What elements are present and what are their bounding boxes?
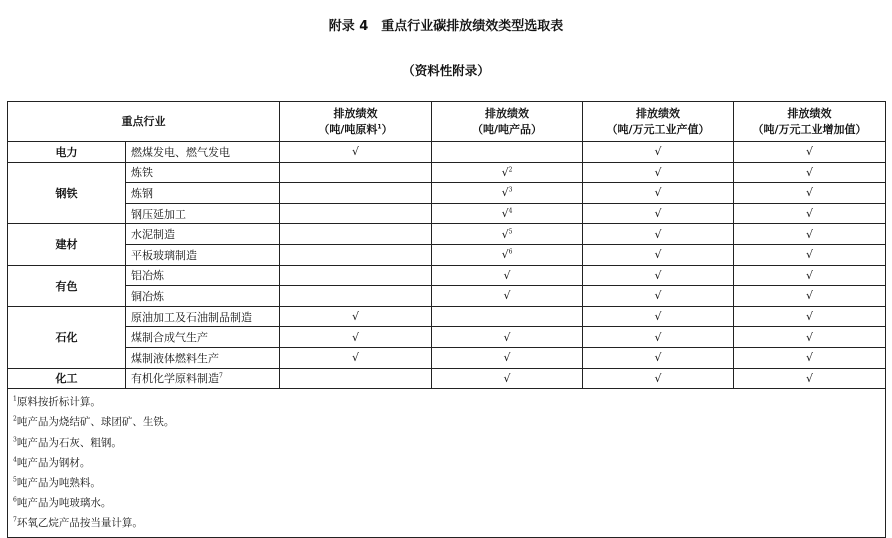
check-mark: √ [654,248,662,262]
table-row [8,244,886,265]
check-cell [583,244,734,265]
check-mark: √ [654,165,662,179]
check-mark: √ [654,145,662,159]
industry-category: 化工 [8,368,126,389]
check-mark: √ [503,268,511,282]
footnote-ref: 1 [377,122,382,130]
header-col3-line1: 排放绩效 [636,106,680,120]
check-cell [734,162,886,183]
header-col2-line2: （吨/吨产品） [471,122,543,136]
sub-industry [126,286,280,307]
sub-industry [126,162,280,183]
footnote-text: 环氧乙烷产品按当量计算。 [16,517,143,530]
check-cell [583,162,734,183]
table-row [8,306,886,327]
footnote-number: 3 [13,436,17,443]
check-mark: √ [805,207,813,221]
check-cell [280,244,432,265]
check-cell [280,368,432,389]
check-mark: √ [503,289,511,303]
check-cell [280,265,432,286]
footnote-ref: 2 [508,166,513,174]
check-cell [432,327,583,348]
appendix-title: 附录 4 重点行业碳排放绩效类型选取表 [328,19,564,34]
check-cell [432,306,583,327]
check-cell [280,306,432,327]
footnote-item [13,493,885,513]
footnote-number: 4 [13,456,17,464]
footnote-text: 原料按折标计算。 [16,396,101,409]
industry-category: 有色 [8,265,126,306]
header-col-raw-material [280,102,432,142]
table-row [8,203,886,224]
header-industry: 重点行业 [8,102,280,142]
check-cell [280,347,432,368]
check-mark: √ [501,165,509,179]
check-cell [734,265,886,286]
table-body [8,142,886,389]
check-cell [583,327,734,348]
sub-industry-label: 铝冶炼 [131,269,164,283]
check-cell [734,327,886,348]
sub-industry-label: 水泥制造 [131,228,175,242]
check-mark: √ [805,330,813,344]
footnote-ref: 7 [219,372,223,380]
table-row [8,162,886,183]
sub-industry-label: 炼铁 [131,166,153,180]
footnote-ref: 5 [508,228,513,236]
sub-industry [126,327,280,348]
table-row [8,265,886,286]
header-col-product [432,102,583,142]
check-cell [583,368,734,389]
check-mark: √ [501,248,509,262]
check-cell [734,306,886,327]
header-col4-line2: （吨/万元工业增加值） [752,122,867,136]
check-cell [583,203,734,224]
check-cell [734,347,886,368]
footnote-item [13,453,885,473]
header-col-output-value [583,102,734,142]
header-col-value-added [734,102,886,142]
sub-industry [126,306,280,327]
footnote-text: 吨产品为吨玻璃水。 [16,497,112,510]
check-mark: √ [351,310,359,324]
check-mark: √ [654,351,662,365]
sub-industry [126,347,280,368]
check-mark: √ [805,289,813,303]
sub-industry-label: 铜冶炼 [131,289,164,303]
check-cell [734,224,886,245]
check-mark: √ [654,330,662,344]
check-cell [583,347,734,368]
check-cell [432,265,583,286]
check-mark: √ [501,227,509,241]
check-mark: √ [654,310,662,324]
header-col1-line1: 排放绩效 [333,106,378,120]
footnote-text: 吨产品为吨熟料。 [16,476,101,489]
check-cell [432,244,583,265]
check-mark: √ [805,371,813,385]
sub-industry [126,244,280,265]
check-mark: √ [503,371,511,385]
carbon-performance-table [7,101,886,538]
check-cell [280,203,432,224]
check-mark: √ [805,268,813,282]
sub-industry [126,224,280,245]
header-col3-line2: （吨/万元工业产值） [606,122,710,136]
sub-industry [126,265,280,286]
header-col1-line2: （吨/吨原料$^1$） [318,122,393,136]
footnote-text: 吨产品为石灰、粗钢。 [16,436,122,449]
footnote-number: 2 [13,415,17,423]
header-col2-line1: 排放绩效 [485,106,529,120]
table-row [8,347,886,368]
footnote-ref: 3 [508,186,513,194]
check-cell [583,183,734,204]
check-mark: √ [351,351,359,365]
industry-category: 钢铁 [8,162,126,224]
table-header-row [8,102,886,142]
check-mark: √ [501,186,509,200]
sub-industry [126,142,280,163]
check-cell [734,244,886,265]
notes-row [8,389,886,538]
check-mark: √ [805,227,813,241]
check-cell [280,327,432,348]
sub-industry [126,203,280,224]
footnote-item [13,513,885,533]
sub-industry-label: 钢压延加工 [131,207,186,221]
check-cell [280,224,432,245]
sub-industry-label: 原油加工及石油制品制造 [131,310,252,324]
check-mark: √ [351,330,359,344]
check-cell [432,203,583,224]
check-mark: √ [654,289,662,303]
check-mark: √ [654,207,662,221]
table-row [8,183,886,204]
table-row [8,286,886,307]
footnote-number: 5 [13,476,17,484]
check-cell [734,142,886,163]
check-mark: √ [805,351,813,365]
check-mark: √ [351,145,359,159]
appendix-subtitle: （资料性附录） [402,63,490,78]
industry-category: 石化 [8,306,126,368]
check-mark: √ [805,186,813,200]
header-col4-line1: 排放绩效 [787,106,832,120]
check-mark: √ [805,310,813,324]
check-cell [280,286,432,307]
industry-category: 建材 [8,224,126,265]
footnote-item [13,412,885,432]
check-mark: √ [501,207,509,221]
table-row [8,368,886,389]
check-cell [583,286,734,307]
check-cell [432,347,583,368]
footnote-item [13,473,885,493]
check-cell [432,368,583,389]
sub-industry-label: 燃煤发电、燃气发电 [131,145,230,159]
footnote-item [13,433,885,453]
check-cell [734,203,886,224]
sub-industry [126,368,280,389]
footnote-number: 1 [13,395,17,403]
table-row [8,224,886,245]
sub-industry-label: 煤制合成气生产 [131,331,208,345]
check-cell [432,162,583,183]
industry-category: 电力 [8,142,126,163]
check-cell [583,306,734,327]
check-cell [734,286,886,307]
check-cell [432,142,583,163]
check-mark: √ [805,145,813,159]
check-cell [734,368,886,389]
check-mark: √ [654,186,662,200]
footnotes [8,389,886,538]
footnote-item [13,392,885,412]
footnote-number: 6 [13,496,17,504]
footnote-number: 7 [13,516,17,524]
check-mark: √ [805,165,813,179]
check-mark: √ [503,330,511,344]
sub-industry-label: 有机化学原料制造 [131,372,219,386]
check-mark: √ [503,351,511,365]
check-cell [280,162,432,183]
sub-industry-label: 炼钢 [131,186,153,200]
table-row [8,142,886,163]
sub-industry [126,183,280,204]
check-cell [280,142,432,163]
check-cell [432,286,583,307]
check-mark: √ [654,268,662,282]
check-cell [583,224,734,245]
check-cell [280,183,432,204]
check-cell [734,183,886,204]
footnote-text: 吨产品为钢材。 [16,456,91,469]
table-row [8,327,886,348]
check-cell [432,183,583,204]
footnote-text: 吨产品为烧结矿、球团矿、生铁。 [16,416,175,429]
check-cell [583,142,734,163]
check-cell [583,265,734,286]
check-mark: √ [805,248,813,262]
sub-industry-label: 煤制液体燃料生产 [131,351,219,365]
check-cell [432,224,583,245]
check-mark: √ [654,227,662,241]
check-mark: √ [654,371,662,385]
footnote-ref: 6 [508,248,513,256]
footnote-ref: 4 [508,207,513,215]
sub-industry-label: 平板玻璃制造 [131,248,197,262]
